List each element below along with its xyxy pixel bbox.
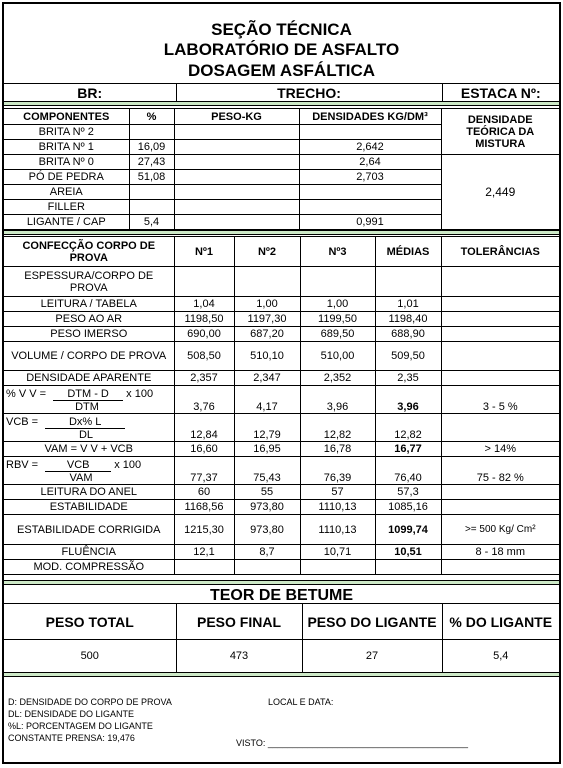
value-avg: 12,82 [375,414,441,442]
teor-value-pct-ligante: 5,4 [442,640,559,673]
value-n2: 8,7 [234,545,300,560]
formula-numerator: DTM - D [53,388,123,401]
trecho-field: TRECHO: [176,84,442,102]
value-n1: 1215,30 [174,515,234,545]
component-name: BRITA Nº 1 [4,140,129,155]
value-n2: 75,43 [234,457,300,485]
col-densidades: DENSIDADES KG/DM³ [299,109,441,125]
formula-vcb-label [4,414,174,442]
asphalt-dosage-sheet [2,2,561,764]
value-tol: 75 - 82 % [441,457,559,485]
value-n3: 57 [300,485,375,500]
teor-header-peso-total: PESO TOTAL [4,604,176,640]
value-avg: 1,01 [375,297,441,312]
value-n3: 2,352 [300,371,375,386]
row-label: FLUÊNCIA [4,545,174,560]
col-n1: Nº1 [174,237,234,267]
row-label: PESO IMERSO [4,327,174,342]
value-avg [375,267,441,297]
estaca-field: ESTACA Nº: [442,84,559,102]
visto-line: VISTO: ________________________________________ [236,738,469,748]
value-n1: 12,1 [174,545,234,560]
value-tol: > 14% [441,442,559,457]
component-pct: 16,09 [129,140,174,155]
component-dens: 2,703 [299,170,441,185]
col-n3: Nº3 [300,237,375,267]
value-n3: 10,71 [300,545,375,560]
separator-bar [4,672,559,677]
info-row [4,83,559,102]
value-tol: 8 - 18 mm [441,545,559,560]
value-tol: 3 - 5 % [441,386,559,414]
value-avg: 688,90 [375,327,441,342]
teor-value-peso-total: 500 [4,640,176,673]
value-n1: 1168,56 [174,500,234,515]
row-label: ESTABILIDADE CORRIGIDA [4,515,174,545]
value-tol [441,327,559,342]
value-tol [441,560,559,575]
row-label: MOD. COMPRESSÃO [4,560,174,575]
value-tol [441,371,559,386]
component-dens [299,185,441,200]
component-dens [299,200,441,215]
teor-header-peso-ligante: PESO DO LIGANTE [302,604,442,640]
formula-multiplier: x 100 [126,388,154,400]
footer-legend [8,696,172,744]
value-tol [441,312,559,327]
formula-prefix: % V V = [6,388,47,400]
value-tol [441,297,559,312]
value-avg: 1085,16 [375,500,441,515]
separator-bar [4,580,559,585]
formula-denominator: DTM [75,401,99,413]
header-line-1: SEÇÃO TÉCNICA [211,20,352,39]
formula-denominator: DL [78,429,94,441]
value-n2: 1197,30 [234,312,300,327]
value-n3: 1,00 [300,297,375,312]
value-n2 [234,560,300,575]
value-n3: 3,96 [300,386,375,414]
value-tol [441,485,559,500]
components-table [4,108,559,230]
value-n1: 60 [174,485,234,500]
separator-bar [4,230,559,235]
value-n2: 973,80 [234,515,300,545]
value-n1: 2,357 [174,371,234,386]
value-n1: 77,37 [174,457,234,485]
teor-header-peso-final: PESO FINAL [176,604,302,640]
value-avg: 2,35 [375,371,441,386]
header-line-3: DOSAGEM ASFÁLTICA [188,61,375,80]
value-tol [441,267,559,297]
formula-prefix: RBV = [6,459,39,471]
legend-line: D: DENSIDADE DO CORPO DE PROVA [8,697,172,707]
value-avg: 1099,74 [375,515,441,545]
formula-prefix: VCB = [6,416,39,428]
value-n1: 1198,50 [174,312,234,327]
value-n1: 1,04 [174,297,234,312]
component-name: BRITA Nº 2 [4,125,129,140]
component-pct: 51,08 [129,170,174,185]
legend-line: %L: PORCENTAGEM DO LIGANTE [8,721,153,731]
value-n1: 508,50 [174,342,234,371]
component-pct [129,185,174,200]
col-confeccao: CONFECÇÃO CORPO DE PROVA [4,237,174,267]
local-data-label: LOCAL E DATA: [268,697,334,707]
component-peso [174,170,299,185]
value-n1: 690,00 [174,327,234,342]
component-peso [174,215,299,230]
component-pct [129,125,174,140]
formula-rbv-label [4,457,174,485]
teor-value-peso-final: 473 [176,640,302,673]
value-n2: 687,20 [234,327,300,342]
col-percent: % [129,109,174,125]
value-n2: 2,347 [234,371,300,386]
value-n1: 12,84 [174,414,234,442]
value-n1: 3,76 [174,386,234,414]
component-dens: 2,64 [299,155,441,170]
component-name: LIGANTE / CAP [4,215,129,230]
col-medias: MÉDIAS [375,237,441,267]
test-table [4,236,559,575]
value-n3: 1110,13 [300,515,375,545]
component-peso [174,155,299,170]
value-avg: 509,50 [375,342,441,371]
component-peso [174,140,299,155]
value-n2: 55 [234,485,300,500]
value-avg: 3,96 [375,386,441,414]
component-peso [174,200,299,215]
value-n2: 16,95 [234,442,300,457]
component-pct: 27,43 [129,155,174,170]
teor-table [4,603,559,673]
value-n1 [174,267,234,297]
component-name: AREIA [4,185,129,200]
value-tol [441,342,559,371]
value-n2 [234,267,300,297]
value-n3: 1199,50 [300,312,375,327]
value-n2: 4,17 [234,386,300,414]
separator-bar [4,101,559,106]
value-avg: 76,40 [375,457,441,485]
component-name: PÓ DE PEDRA [4,170,129,185]
value-n2: 510,10 [234,342,300,371]
component-dens [299,125,441,140]
value-avg: 57,3 [375,485,441,500]
value-n3: 510,00 [300,342,375,371]
value-tol [441,414,559,442]
component-dens: 0,991 [299,215,441,230]
teor-value-peso-ligante: 27 [302,640,442,673]
value-tol [441,500,559,515]
header-line-2: LABORATÓRIO DE ASFALTO [163,40,400,59]
row-label: PESO AO AR [4,312,174,327]
value-n2: 1,00 [234,297,300,312]
theoretical-density-value: 2,449 [441,155,559,230]
component-pct: 5,4 [129,215,174,230]
formula-numerator: Dx% L [45,416,125,429]
col-n2: Nº2 [234,237,300,267]
value-tol: >= 500 Kg/ Cm² [441,515,559,545]
value-avg [375,560,441,575]
value-n1 [174,560,234,575]
value-n3 [300,560,375,575]
value-n1: 16,60 [174,442,234,457]
formula-vv-label [4,386,174,414]
row-label: VOLUME / CORPO DE PROVA [4,342,174,371]
component-peso [174,125,299,140]
value-n3: 16,78 [300,442,375,457]
row-label: VAM = V V + VCB [4,442,174,457]
br-field: BR: [4,84,176,102]
value-n3: 689,50 [300,327,375,342]
component-name: FILLER [4,200,129,215]
value-avg: 1198,40 [375,312,441,327]
teor-title: TEOR DE BETUME [209,587,354,604]
component-dens: 2,642 [299,140,441,155]
legend-line: CONSTANTE PRENSA: 19,476 [8,733,135,743]
value-n3: 12,82 [300,414,375,442]
component-name: BRITA Nº 0 [4,155,129,170]
value-avg: 10,51 [375,545,441,560]
value-n3 [300,267,375,297]
value-avg: 16,77 [375,442,441,457]
legend-line: DL: DENSIDADE DO LIGANTE [8,709,135,719]
row-label: LEITURA DO ANEL [4,485,174,500]
formula-multiplier: x 100 [114,459,142,471]
col-tolerancias: TOLERÂNCIAS [441,237,559,267]
component-pct [129,200,174,215]
formula-numerator: VCB [45,459,111,472]
row-label: DENSIDADE APARENTE [4,371,174,386]
col-componentes: COMPONENTES [4,109,129,125]
value-n3: 1110,13 [300,500,375,515]
col-densidade-teorica: DENSIDADE TEÓRICA DA MISTURA [441,109,559,155]
value-n3: 76,39 [300,457,375,485]
row-label: ESPESSURA/CORPO DE PROVA [4,267,174,297]
row-label: LEITURA / TABELA [4,297,174,312]
value-n2: 12,79 [234,414,300,442]
component-peso [174,185,299,200]
value-n2: 973,80 [234,500,300,515]
teor-header-pct-ligante: % DO LIGANTE [442,604,559,640]
col-peso: PESO-KG [174,109,299,125]
row-label: ESTABILIDADE [4,500,174,515]
formula-denominator: VAM [69,472,93,484]
